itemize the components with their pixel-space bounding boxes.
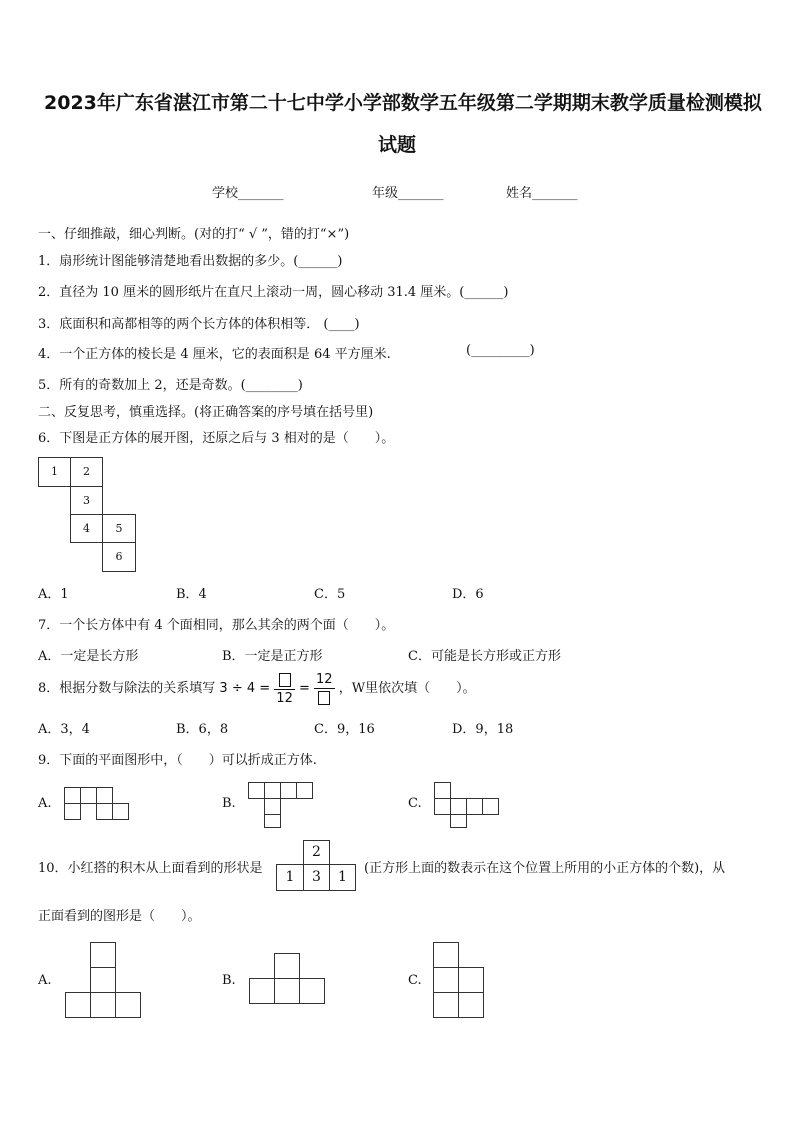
net-cell: 4 (70, 514, 103, 543)
question-10: 10．小红搭的积木从上面看到的形状是 (38, 861, 263, 876)
page-title-line2: 试题 (377, 134, 416, 156)
q9-option-c[interactable]: C. (408, 796, 422, 811)
q6-option-d[interactable]: D．6 (452, 587, 484, 602)
question-10-line2: 正面看到的图形是（ ）。 (38, 909, 201, 924)
question-6: 6．下图是正方体的展开图，还原之后与 3 相对的是（ ）。 (38, 431, 395, 446)
question-8: 8．根据分数与除法的关系填写 3 ÷ 4 = 12 = 12 ，W里依次填（ ）。 (38, 671, 476, 706)
school-field[interactable]: 学校_______ (212, 186, 284, 201)
q10-option-c[interactable]: C. (408, 973, 422, 988)
q7-option-c[interactable]: C．可能是长方形或正方形 (408, 649, 561, 664)
question-4-answer-blank: (_________) (466, 343, 535, 358)
q8-fraction-2-numerator: 12 (316, 671, 333, 687)
q8-option-a[interactable]: A．3，4 (38, 722, 90, 737)
page-title: 2023年广东省湛江市第二十七中学小学部数学五年级第二学期期末教学质量检测模拟 (44, 92, 762, 114)
net-cell: 1 (38, 457, 71, 487)
q10-option-a[interactable]: A. (38, 973, 52, 988)
q8-fraction-2-denominator (314, 689, 335, 705)
q8-suffix: ，W里依次填（ ）。 (338, 681, 476, 696)
question-1: 1．扇形统计图能够清楚地看出数据的多少。(______) (38, 254, 343, 269)
q8-fraction-2 (314, 673, 335, 705)
q10-option-b[interactable]: B. (222, 973, 236, 988)
question-3: 3．底面积和高都相等的两个长方体的体积相等． (____) (38, 317, 360, 332)
question-2: 2．直径为 10 厘米的圆形纸片在直尺上滚动一周，圆心移动 31.4 厘米。(______) (38, 285, 509, 300)
q6-option-c[interactable]: C．5 (314, 587, 346, 602)
top-view-cell: 2 (303, 840, 330, 865)
q8-fraction-1 (274, 673, 295, 705)
net-cell: 5 (102, 514, 136, 543)
net-cell: 3 (70, 486, 103, 515)
question-10-note: (正方形上面的数表示在这个位置上所用的小正方体的个数)，从 (364, 861, 726, 876)
grade-field[interactable]: 年级_______ (372, 186, 444, 201)
question-7: 7．一个长方体中有 4 个面相同，那么其余的两个面（ ）。 (38, 618, 395, 633)
q6-option-b[interactable]: B．4 (176, 587, 207, 602)
question-9: 9．下面的平面图形中，（ ）可以折成正方体. (38, 753, 317, 768)
q8-option-b[interactable]: B．6，8 (176, 722, 229, 737)
q8-fraction-1-denominator: 12 (276, 690, 293, 706)
net-cell: 2 (70, 457, 103, 487)
top-view-cell: 1 (276, 864, 304, 891)
q7-option-b[interactable]: B．一定是正方形 (222, 649, 323, 664)
question-5: 5．所有的奇数加上 2，还是奇数。(________) (38, 378, 303, 393)
q8-fraction-1-numerator (274, 673, 295, 690)
top-view-cell: 3 (303, 864, 330, 891)
name-field[interactable]: 姓名_______ (506, 186, 578, 201)
q8-expression: 3 ÷ 4 = (219, 681, 271, 696)
q9-option-b[interactable]: B. (222, 796, 236, 811)
net-cell: 6 (102, 542, 136, 572)
question-4: 4．一个正方体的棱长是 4 厘米，它的表面积是 64 平方厘米. (38, 347, 391, 362)
q8-option-c[interactable]: C．9，16 (314, 722, 375, 737)
q8-option-d[interactable]: D．9，18 (452, 722, 514, 737)
section-1-heading: 一、仔细推敲，细心判断。(对的打“ √ ”，错的打“×”) (38, 227, 350, 242)
q9-option-a[interactable]: A. (38, 796, 52, 811)
q6-option-a[interactable]: A．1 (38, 587, 69, 602)
top-view-cell: 1 (329, 864, 356, 891)
q7-option-a[interactable]: A．一定是长方形 (38, 649, 139, 664)
section-2-heading: 二、反复思考，慎重选择。(将正确答案的序号填在括号里) (38, 405, 374, 420)
q8-prefix: 8．根据分数与除法的关系填写 (38, 681, 216, 696)
